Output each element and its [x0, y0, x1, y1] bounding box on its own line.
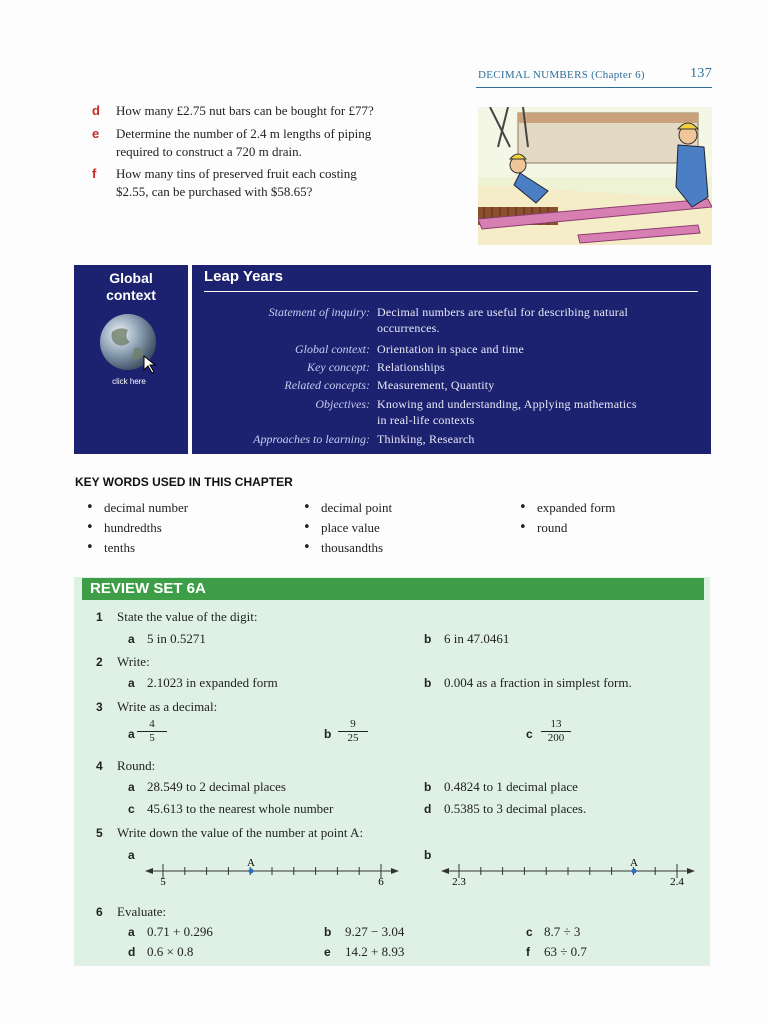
pipe-workers-illustration	[478, 107, 712, 245]
part-letter: b	[324, 925, 332, 939]
question-text: How many tins of preserved fruit each costing	[116, 166, 357, 181]
fraction-denominator: 200	[547, 732, 565, 744]
header-rule	[476, 87, 712, 88]
part-text: 14.2 + 8.93	[345, 944, 405, 959]
part-letter: d	[128, 945, 136, 959]
part-letter: a	[128, 780, 135, 794]
fraction-denominator: 5	[149, 732, 155, 744]
question-e	[92, 125, 456, 161]
global-context-title: Global context	[106, 270, 156, 303]
part-letter: a	[128, 925, 135, 939]
part-letter: b	[424, 676, 432, 690]
statement-of-inquiry-value	[377, 304, 701, 336]
part-text: 2.1023 in expanded form	[147, 675, 278, 690]
part-letter: d	[424, 802, 432, 816]
value-line: in real-life contexts	[377, 413, 475, 427]
question-text: Round:	[117, 758, 156, 773]
fraction	[137, 718, 167, 745]
part-letter: a	[128, 676, 135, 690]
part-letter: c	[128, 802, 135, 816]
question-text: required to construct a 720 m drain.	[116, 144, 302, 159]
review-set-title: REVIEW SET 6A	[90, 580, 206, 597]
key-word-item: • expanded form	[537, 498, 615, 517]
key-word-item: • thousandths	[321, 538, 383, 557]
question-text: Evaluate:	[117, 904, 167, 919]
part-letter: b	[424, 780, 432, 794]
arrow-right-icon	[391, 868, 399, 874]
part-text: 5 in 0.5271	[147, 631, 206, 646]
part-letter: a	[128, 727, 135, 741]
related-concepts-label: Related concepts:	[284, 378, 370, 392]
part-letter: b	[424, 848, 432, 862]
arrow-left-icon	[441, 868, 449, 874]
tick-label-end: 6	[378, 876, 384, 888]
number-line-b	[441, 854, 701, 890]
key-word-item: • place value	[321, 518, 380, 537]
part-text: 28.549 to 2 decimal places	[147, 779, 286, 794]
question-d	[92, 102, 456, 120]
related-concepts-value: Measurement, Quantity	[377, 378, 495, 392]
question-number: 6	[96, 905, 103, 919]
part-letter: a	[128, 632, 135, 646]
question-text: Write as a decimal:	[117, 699, 218, 714]
question-letter: e	[92, 126, 100, 141]
part-letter: b	[324, 727, 332, 741]
part-text: 0.5385 to 3 decimal places.	[444, 801, 587, 816]
fraction	[338, 718, 368, 745]
question-text: How many £2.75 nut bars can be bought for £77?	[116, 103, 374, 118]
tick-label-end: 2.4	[670, 876, 684, 888]
part-text: 0.71 + 0.296	[147, 924, 213, 939]
key-word-item: • hundredths	[104, 518, 162, 537]
question-letter: f	[92, 166, 97, 181]
part-letter: b	[424, 632, 432, 646]
leap-years-heading: Leap Years	[204, 268, 283, 285]
part-letter: a	[128, 848, 135, 862]
running-header	[478, 66, 712, 87]
question-letter: d	[92, 103, 100, 118]
part-text: 0.4824 to 1 decimal place	[444, 779, 578, 794]
global-context-label: Global context:	[295, 342, 370, 356]
key-concept-label: Key concept:	[307, 360, 370, 374]
click-here-link[interactable]: click here	[112, 377, 146, 386]
page-number: 137	[690, 66, 712, 81]
value-line: occurrences.	[377, 321, 440, 335]
number-line-a	[145, 854, 405, 890]
part-text: 63 ÷ 0.7	[544, 944, 587, 959]
point-a-label: A	[630, 857, 638, 869]
tick-label-start: 5	[160, 876, 166, 888]
part-letter: c	[526, 925, 533, 939]
part-letter: c	[526, 727, 533, 741]
part-text: 9.27 − 3.04	[345, 924, 405, 939]
globe-icon[interactable]	[98, 312, 160, 374]
approaches-label: Approaches to learning:	[253, 432, 370, 446]
objectives-value	[377, 396, 701, 428]
question-number: 4	[96, 759, 103, 773]
part-letter: e	[324, 945, 331, 959]
point-a-marker	[632, 869, 637, 874]
key-word-item: • decimal point	[321, 498, 392, 517]
part-text: 0.004 as a fraction in simplest form.	[444, 675, 632, 690]
question-text: $2.55, can be purchased with $58.65?	[116, 184, 313, 199]
question-number: 1	[96, 610, 103, 624]
part-text: 6 in 47.0461	[444, 631, 510, 646]
part-text: 0.6 × 0.8	[147, 944, 194, 959]
key-concept-value: Relationships	[377, 360, 445, 374]
arrow-right-icon	[687, 868, 695, 874]
point-a-label: A	[247, 857, 255, 869]
fraction-numerator: 4	[137, 718, 167, 732]
question-text: Write down the value of the number at point A:	[117, 825, 364, 840]
fraction-numerator: 13	[541, 718, 571, 732]
question-number: 5	[96, 826, 103, 840]
question-text: Determine the number of 2.4 m lengths of piping	[116, 126, 372, 141]
fraction	[541, 718, 571, 745]
question-f	[92, 165, 456, 201]
statement-of-inquiry-label: Statement of inquiry:	[268, 305, 370, 319]
question-text: Write:	[117, 654, 150, 669]
key-word-item: • decimal number	[104, 498, 188, 517]
approaches-value: Thinking, Research	[377, 432, 475, 446]
value-line: Decimal numbers are useful for describing natural	[377, 305, 629, 319]
part-letter: f	[526, 945, 530, 959]
global-context-value: Orientation in space and time	[377, 342, 525, 356]
question-text: State the value of the digit:	[117, 609, 258, 624]
point-a-marker	[249, 869, 254, 874]
value-line: Knowing and understanding, Applying mathematics	[377, 397, 637, 411]
question-number: 2	[96, 655, 103, 669]
question-number: 3	[96, 700, 103, 714]
fraction-numerator: 9	[338, 718, 368, 732]
running-title: DECIMAL NUMBERS (Chapter 6)	[478, 69, 645, 81]
key-word-item: • tenths	[104, 538, 135, 557]
part-text: 8.7 ÷ 3	[544, 924, 581, 939]
key-word-item: • round	[537, 518, 567, 537]
part-text: 45.613 to the nearest whole number	[147, 801, 334, 816]
tick-label-start: 2.3	[452, 876, 466, 888]
key-words-title: KEY WORDS USED IN THIS CHAPTER	[75, 475, 293, 489]
heading-rule	[204, 291, 698, 292]
arrow-left-icon	[145, 868, 153, 874]
objectives-label: Objectives:	[315, 397, 370, 411]
fraction-denominator: 25	[347, 732, 359, 744]
